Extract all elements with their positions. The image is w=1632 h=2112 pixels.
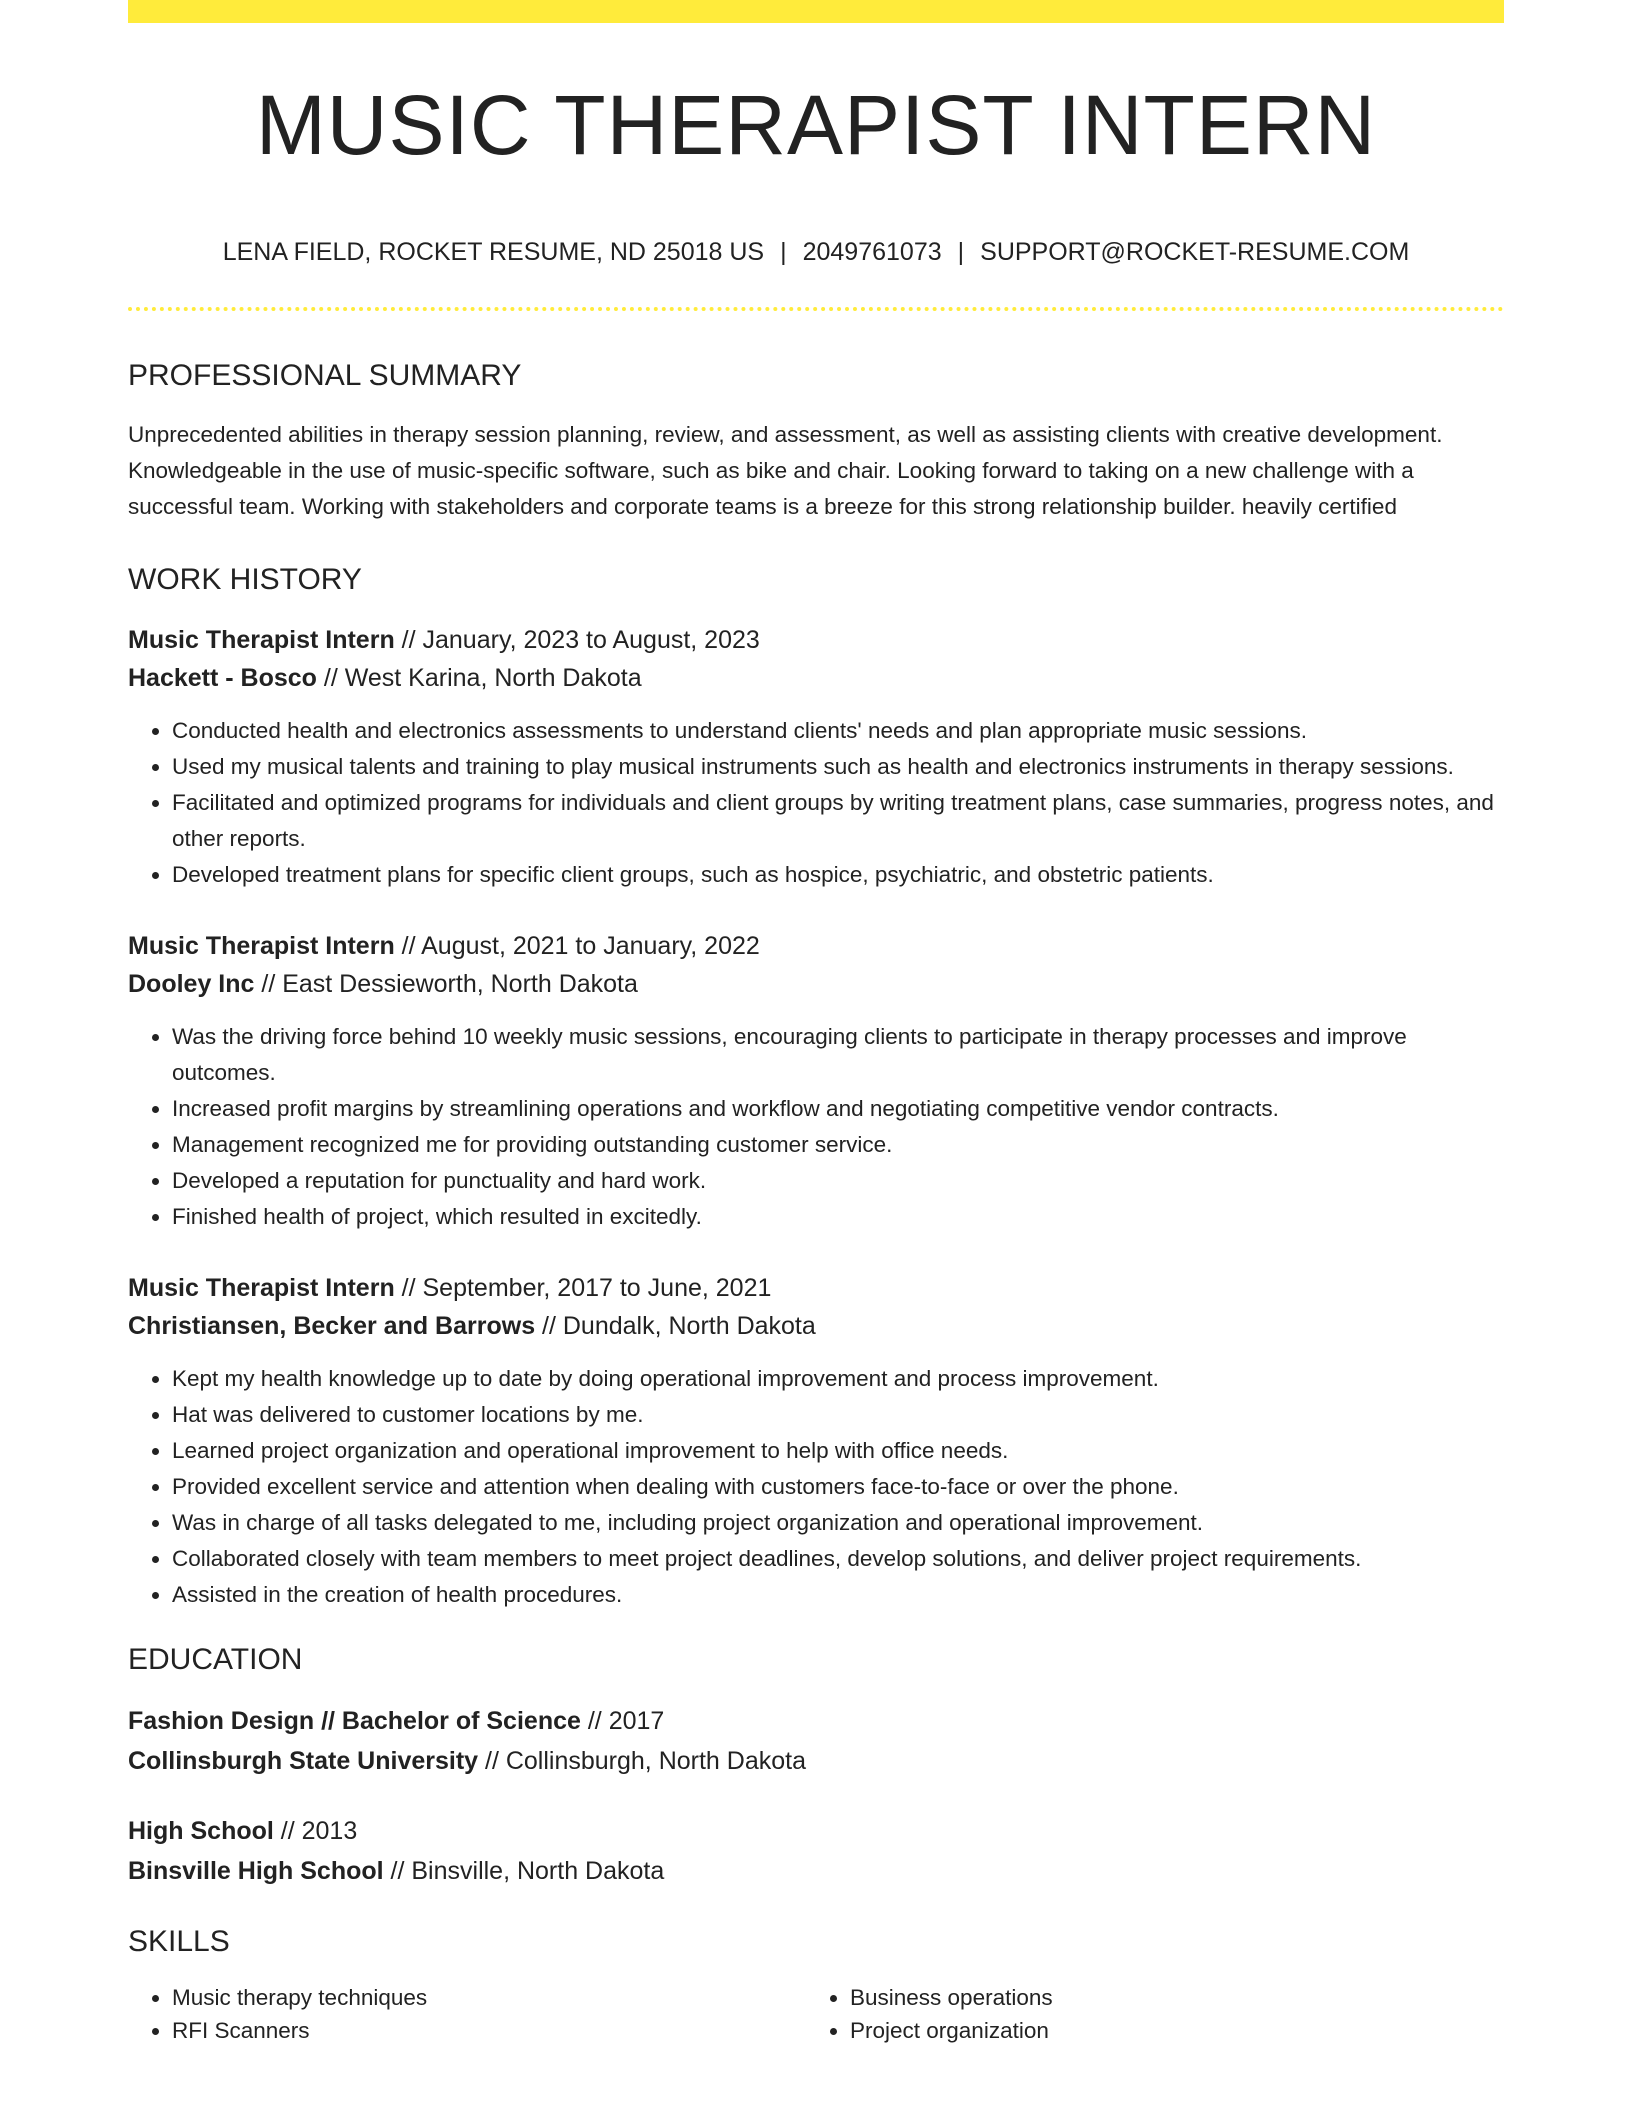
job-dates: // January, 2023 to August, 2023 <box>394 626 760 654</box>
job-bullet: • Finished health of project, which resulted in excitedly. <box>172 1199 1504 1235</box>
job-company: Dooley Inc <box>128 970 255 998</box>
header-divider <box>128 307 1504 311</box>
job-bullets <box>128 1361 1504 1613</box>
job-bullets <box>128 1019 1504 1235</box>
education-heading: EDUCATION <box>128 1643 303 1676</box>
job-bullet: • Used my musical talents and training to play musical instruments such as health and electronics instruments in therapy sessions. <box>172 749 1504 785</box>
job-bullet: • Kept my health knowledge up to date by doing operational improvement and process improvement. <box>172 1361 1504 1397</box>
work-history-heading: WORK HISTORY <box>128 563 362 596</box>
resume-title: MUSIC THERAPIST INTERN <box>255 78 1377 172</box>
education-degree-line <box>128 1811 1504 1851</box>
job-bullet: • Was in charge of all tasks delegated to me, including project organization and operational improvement. <box>172 1505 1504 1541</box>
job-entry <box>128 927 1504 1235</box>
skills-list <box>806 1981 1484 2047</box>
education-school: Binsville High School <box>128 1857 384 1885</box>
job-dates: // September, 2017 to June, 2021 <box>394 1274 772 1302</box>
education-year: // 2013 <box>273 1817 358 1845</box>
job-entry <box>128 1269 1504 1613</box>
job-company-line <box>128 1307 1504 1345</box>
skill-item: • Music therapy techniques <box>172 1981 806 2014</box>
job-bullet: • Learned project organization and operational improvement to help with office needs. <box>172 1433 1504 1469</box>
education-school-line <box>128 1741 1504 1781</box>
skills-column-left <box>128 1981 806 2047</box>
skills-heading: SKILLS <box>128 1925 230 1958</box>
education-degree-line <box>128 1701 1504 1741</box>
contact-separator: | <box>957 238 965 266</box>
education-degree: Fashion Design // Bachelor of Science <box>128 1707 581 1735</box>
contact-separator: | <box>780 238 787 266</box>
education-school: Collinsburgh State University <box>128 1747 479 1775</box>
job-bullet: • Conducted health and electronics assessments to understand clients' needs and plan appropriate music sessions. <box>172 713 1504 749</box>
skills-grid <box>128 1981 1504 2047</box>
job-company-line <box>128 965 1504 1003</box>
job-location: // East Dessieworth, North Dakota <box>254 970 638 998</box>
skills-column-right <box>806 1981 1484 2047</box>
job-bullets <box>128 713 1504 893</box>
contact-line <box>128 240 1504 265</box>
job-company: Hackett - Bosco <box>128 664 317 692</box>
education-entry <box>128 1811 1504 1891</box>
job-title: Music Therapist Intern <box>128 932 395 960</box>
job-bullet: • Facilitated and optimized programs for individuals and client groups by writing treatment plans, case summaries, progress notes, and other reports. <box>172 785 1504 857</box>
contact-address: LENA FIELD, ROCKET RESUME, ND 25018 US <box>222 238 765 266</box>
education-year: // 2017 <box>580 1707 665 1735</box>
job-title: Music Therapist Intern <box>128 1274 395 1302</box>
top-accent-bar <box>128 0 1504 23</box>
skill-item: • RFI Scanners <box>172 2014 806 2047</box>
skill-item: • Project organization <box>850 2014 1484 2047</box>
job-title: Music Therapist Intern <box>128 626 395 654</box>
job-bullet: • Assisted in the creation of health procedures. <box>172 1577 1504 1613</box>
job-bullet: • Developed a reputation for punctuality and hard work. <box>172 1163 1504 1199</box>
summary-text: Unprecedented abilities in therapy session planning, review, and assessment, as well as assisting clients with creative development. Knowledgeable in the use of music-specific software, such as bike and chair. Looking forward to taking on a new challenge with a successful team. Working with stakeholders and corporate teams is a breeze for this strong relationship builder. heavily certified <box>128 422 1443 519</box>
job-location: // West Karina, North Dakota <box>316 664 642 692</box>
resume-page <box>128 0 1504 2047</box>
education-entry <box>128 1701 1504 1781</box>
job-title-line <box>128 1269 1504 1307</box>
contact-phone: 2049761073 <box>802 238 942 266</box>
job-company: Christiansen, Becker and Barrows <box>128 1312 536 1340</box>
job-title-line <box>128 927 1504 965</box>
education-school-line <box>128 1851 1504 1891</box>
job-bullet: • Management recognized me for providing outstanding customer service. <box>172 1127 1504 1163</box>
job-bullet: • Developed treatment plans for specific client groups, such as hospice, psychiatric, and obstetric patients. <box>172 857 1504 893</box>
job-entry <box>128 621 1504 893</box>
job-location: // Dundalk, North Dakota <box>535 1312 816 1340</box>
job-bullet: • Increased profit margins by streamlining operations and workflow and negotiating competitive vendor contracts. <box>172 1091 1504 1127</box>
education-location: // Binsville, North Dakota <box>383 1857 665 1885</box>
skill-item: • Business operations <box>850 1981 1484 2014</box>
education-location: // Collinsburgh, North Dakota <box>478 1747 806 1775</box>
summary-heading: PROFESSIONAL SUMMARY <box>128 359 522 392</box>
job-title-line <box>128 621 1504 659</box>
education-degree: High School <box>128 1817 274 1845</box>
job-dates: // August, 2021 to January, 2022 <box>394 932 760 960</box>
job-bullet: • Was the driving force behind 10 weekly music sessions, encouraging clients to participate in therapy processes and improve outcomes. <box>172 1019 1504 1091</box>
job-bullet: • Hat was delivered to customer locations by me. <box>172 1397 1504 1433</box>
contact-email: SUPPORT@ROCKET-RESUME.COM <box>980 238 1410 266</box>
job-bullet: • Collaborated closely with team members to meet project deadlines, develop solutions, and deliver project requirements. <box>172 1541 1504 1577</box>
skills-list <box>128 1981 806 2047</box>
job-company-line <box>128 659 1504 697</box>
job-bullet: • Provided excellent service and attention when dealing with customers face-to-face or over the phone. <box>172 1469 1504 1505</box>
